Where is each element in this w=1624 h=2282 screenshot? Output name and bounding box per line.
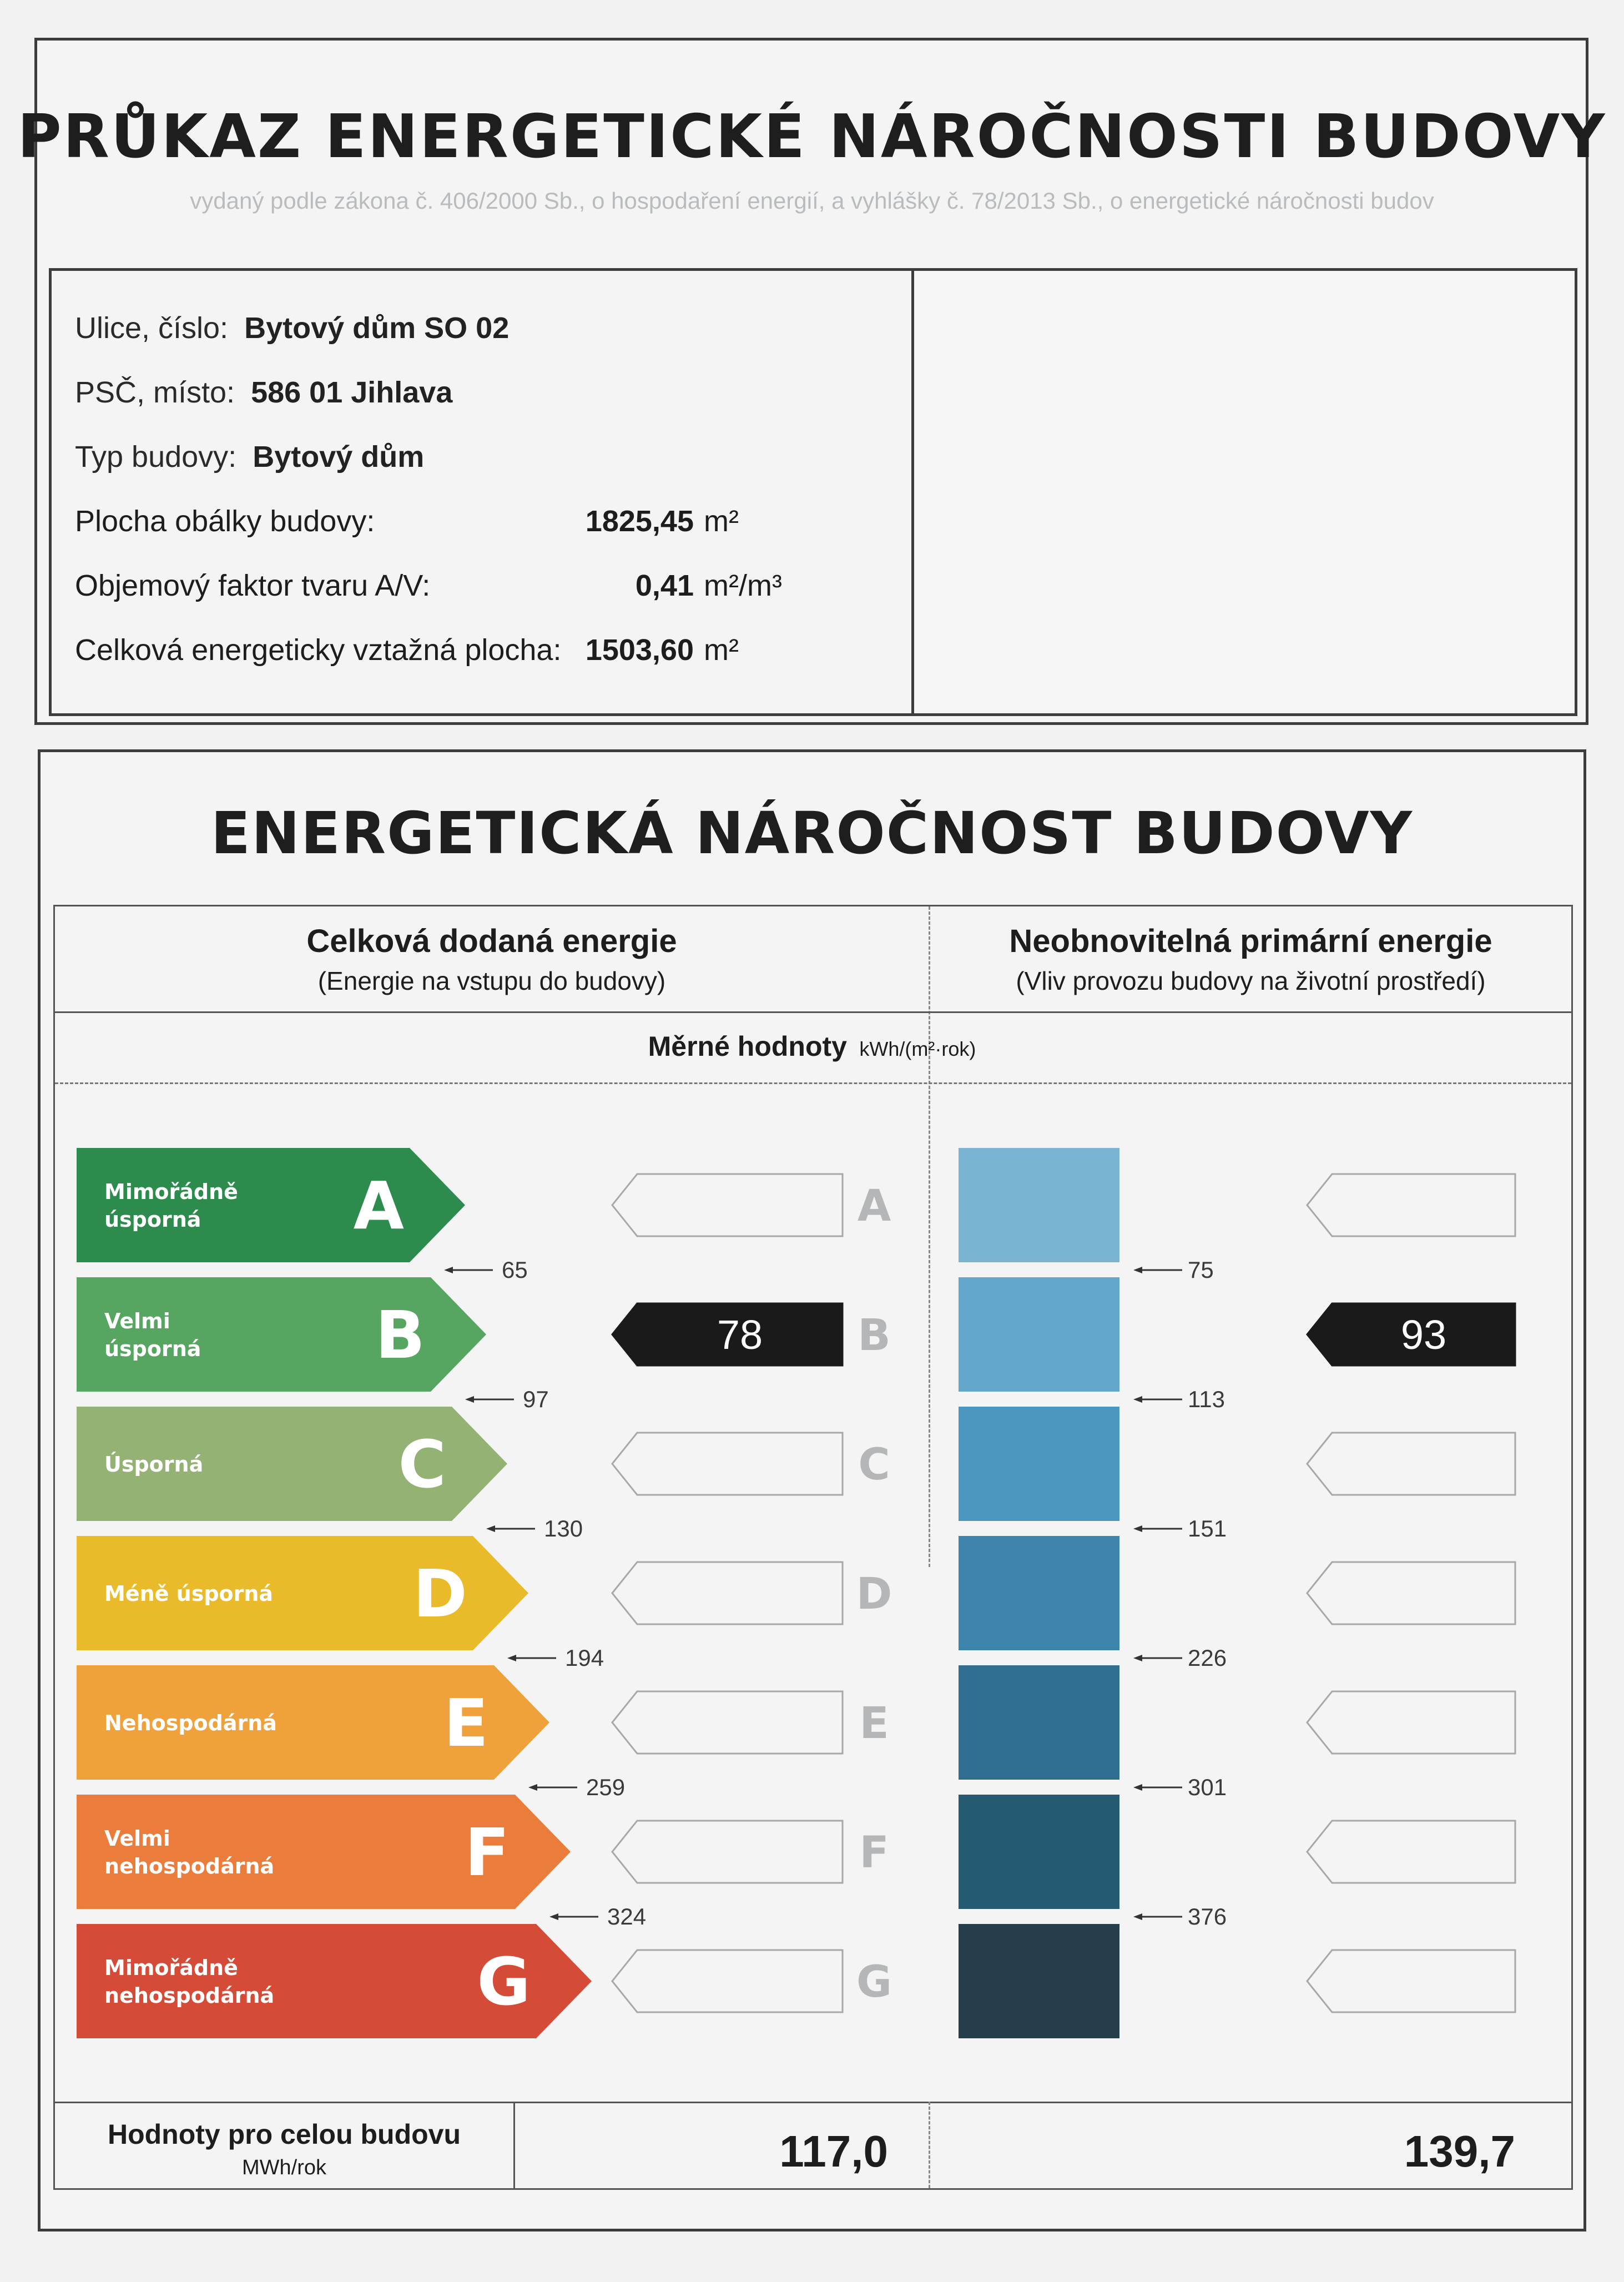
delivered-marker-f xyxy=(612,1821,843,1883)
class-e-letter: E xyxy=(443,1685,488,1761)
class-f-label: nehospodárná xyxy=(104,1854,275,1878)
delivered-marker-e xyxy=(612,1691,843,1754)
class-d-label: Méně úsporná xyxy=(104,1581,274,1606)
primary-marker-f xyxy=(1307,1821,1515,1883)
reference-area-unit: m² xyxy=(704,633,739,667)
class-g-label: Mimořádně xyxy=(104,1956,238,1980)
city-value: 586 01 Jihlava xyxy=(251,376,453,409)
reference-area-label: Celková energeticky vztažná plocha: xyxy=(75,633,562,667)
shape-factor-unit: m²/m³ xyxy=(704,569,782,602)
delivered-energy-value: 78 xyxy=(717,1312,763,1358)
envelope-label: Plocha obálky budovy: xyxy=(75,505,375,538)
delivered-threshold-value: 194 xyxy=(565,1645,604,1671)
envelope-value: 1825,45 xyxy=(585,505,694,538)
document-subtitle: vydaný podle zákona č. 406/2000 Sb., o hospodaření energií, a vyhlášky č. 78/2013 Sb., o energetické náročnosti budov xyxy=(190,188,1434,214)
delivered-threshold-value: 324 xyxy=(607,1903,647,1930)
delivered-marker-letter-f: F xyxy=(859,1828,889,1878)
primary-threshold-arrowhead xyxy=(1133,1655,1142,1661)
envelope-unit: m² xyxy=(704,505,739,538)
class-c-label: Úsporná xyxy=(104,1452,204,1477)
delivered-threshold-value: 65 xyxy=(502,1257,528,1283)
primary-marker-g xyxy=(1307,1950,1515,2012)
delivered-marker-letter-g: G xyxy=(856,1957,892,2007)
delivered-threshold-arrowhead xyxy=(465,1396,474,1403)
energy-title: ENERGETICKÁ NÁROČNOST BUDOVY xyxy=(210,799,1414,867)
shape-factor-value: 0,41 xyxy=(635,569,694,602)
delivered-marker-letter-d: D xyxy=(856,1569,892,1619)
primary-bar-segment-d xyxy=(959,1536,1119,1650)
delivered-marker-letter-e: E xyxy=(859,1699,889,1749)
class-b-label: Velmi xyxy=(104,1309,170,1333)
class-a-label: úsporná xyxy=(104,1207,201,1232)
primary-threshold-arrowhead xyxy=(1133,1396,1142,1403)
total-primary-energy: 139,7 xyxy=(1404,2127,1515,2176)
primary-threshold-value: 151 xyxy=(1188,1515,1227,1542)
class-a-arrow xyxy=(77,1148,465,1262)
primary-marker-c xyxy=(1307,1433,1515,1495)
primary-bar-segment-e xyxy=(959,1665,1119,1780)
primary-threshold-value: 226 xyxy=(1188,1645,1227,1671)
class-g-letter: G xyxy=(477,1943,531,2020)
primary-marker-d xyxy=(1307,1562,1515,1624)
delivered-energy-title: Celková dodaná energie xyxy=(306,923,677,959)
primary-threshold-value: 75 xyxy=(1188,1257,1214,1283)
primary-threshold-value: 301 xyxy=(1188,1774,1227,1800)
totals-unit: MWh/rok xyxy=(242,2156,326,2179)
primary-bar-segment-b xyxy=(959,1277,1119,1392)
class-b-letter: B xyxy=(375,1297,425,1373)
primary-bar-segment-a xyxy=(959,1148,1119,1262)
class-c-letter: C xyxy=(398,1426,446,1503)
primary-energy-value: 93 xyxy=(1400,1312,1447,1358)
specific-values-label: Měrné hodnoty xyxy=(648,1031,847,1062)
class-b-label: úsporná xyxy=(104,1337,201,1361)
primary-energy-subtitle: (Vliv provozu budovy na životní prostředí) xyxy=(1016,966,1486,995)
totals-label-divider xyxy=(513,2102,515,2188)
type-label: Typ budovy: xyxy=(75,440,237,473)
reference-area-value: 1503,60 xyxy=(585,633,694,667)
type-value: Bytový dům xyxy=(253,440,425,473)
class-a-letter: A xyxy=(353,1167,404,1244)
delivered-threshold-arrowhead xyxy=(507,1655,516,1661)
delivered-marker-a xyxy=(612,1174,843,1236)
total-delivered-energy: 117,0 xyxy=(779,2127,888,2176)
class-g-label: nehospodárná xyxy=(104,1983,275,2008)
primary-threshold-arrowhead xyxy=(1133,1784,1142,1791)
class-f-label: Velmi xyxy=(104,1826,170,1851)
delivered-marker-g xyxy=(612,1950,843,2012)
shape-factor-label: Objemový faktor tvaru A/V: xyxy=(75,569,431,602)
street-value: Bytový dům SO 02 xyxy=(244,311,510,345)
document-title: PRŮKAZ ENERGETICKÉ NÁROČNOSTI BUDOVY xyxy=(17,102,1607,172)
delivered-threshold-value: 97 xyxy=(523,1386,549,1412)
class-d-letter: D xyxy=(413,1555,467,1632)
street-label: Ulice, číslo: xyxy=(75,311,229,345)
delivered-threshold-arrowhead xyxy=(549,1913,558,1920)
delivered-marker-d xyxy=(612,1562,843,1624)
primary-energy-title: Neobnovitelná primární energie xyxy=(1009,923,1492,959)
primary-bar-segment-c xyxy=(959,1407,1119,1521)
delivered-marker-letter-a: A xyxy=(857,1181,891,1231)
specific-values-unit: kWh/(m²·rok) xyxy=(859,1037,976,1060)
delivered-marker-letter-c: C xyxy=(858,1440,890,1490)
delivered-marker-c xyxy=(612,1433,843,1495)
city-label: PSČ, místo: xyxy=(75,376,235,409)
primary-threshold-value: 376 xyxy=(1188,1903,1227,1930)
totals-column-divider xyxy=(929,2102,930,2188)
totals-label-block xyxy=(55,2118,513,2180)
primary-bar-segment-f xyxy=(959,1795,1119,1909)
primary-threshold-value: 113 xyxy=(1188,1386,1225,1412)
primary-threshold-arrowhead xyxy=(1133,1913,1142,1920)
class-e-label: Nehospodárná xyxy=(104,1711,277,1735)
delivered-threshold-arrowhead xyxy=(444,1267,453,1273)
delivered-threshold-value: 130 xyxy=(544,1515,583,1542)
delivered-marker-letter-b: B xyxy=(858,1311,891,1361)
primary-marker-e xyxy=(1307,1691,1515,1754)
primary-threshold-arrowhead xyxy=(1133,1525,1142,1532)
primary-threshold-arrowhead xyxy=(1133,1267,1142,1273)
delivered-threshold-arrowhead xyxy=(486,1525,495,1532)
delivered-energy-subtitle: (Energie na vstupu do budovy) xyxy=(317,966,666,995)
primary-bar-segment-g xyxy=(959,1924,1119,2038)
totals-label: Hodnoty pro celou budovu xyxy=(107,2119,461,2150)
delivered-threshold-arrowhead xyxy=(528,1784,537,1791)
class-a-label: Mimořádně xyxy=(104,1180,238,1204)
delivered-threshold-value: 259 xyxy=(586,1774,626,1800)
class-f-letter: F xyxy=(465,1814,510,1891)
primary-marker-a xyxy=(1307,1174,1515,1236)
totals-divider xyxy=(55,2102,1571,2103)
